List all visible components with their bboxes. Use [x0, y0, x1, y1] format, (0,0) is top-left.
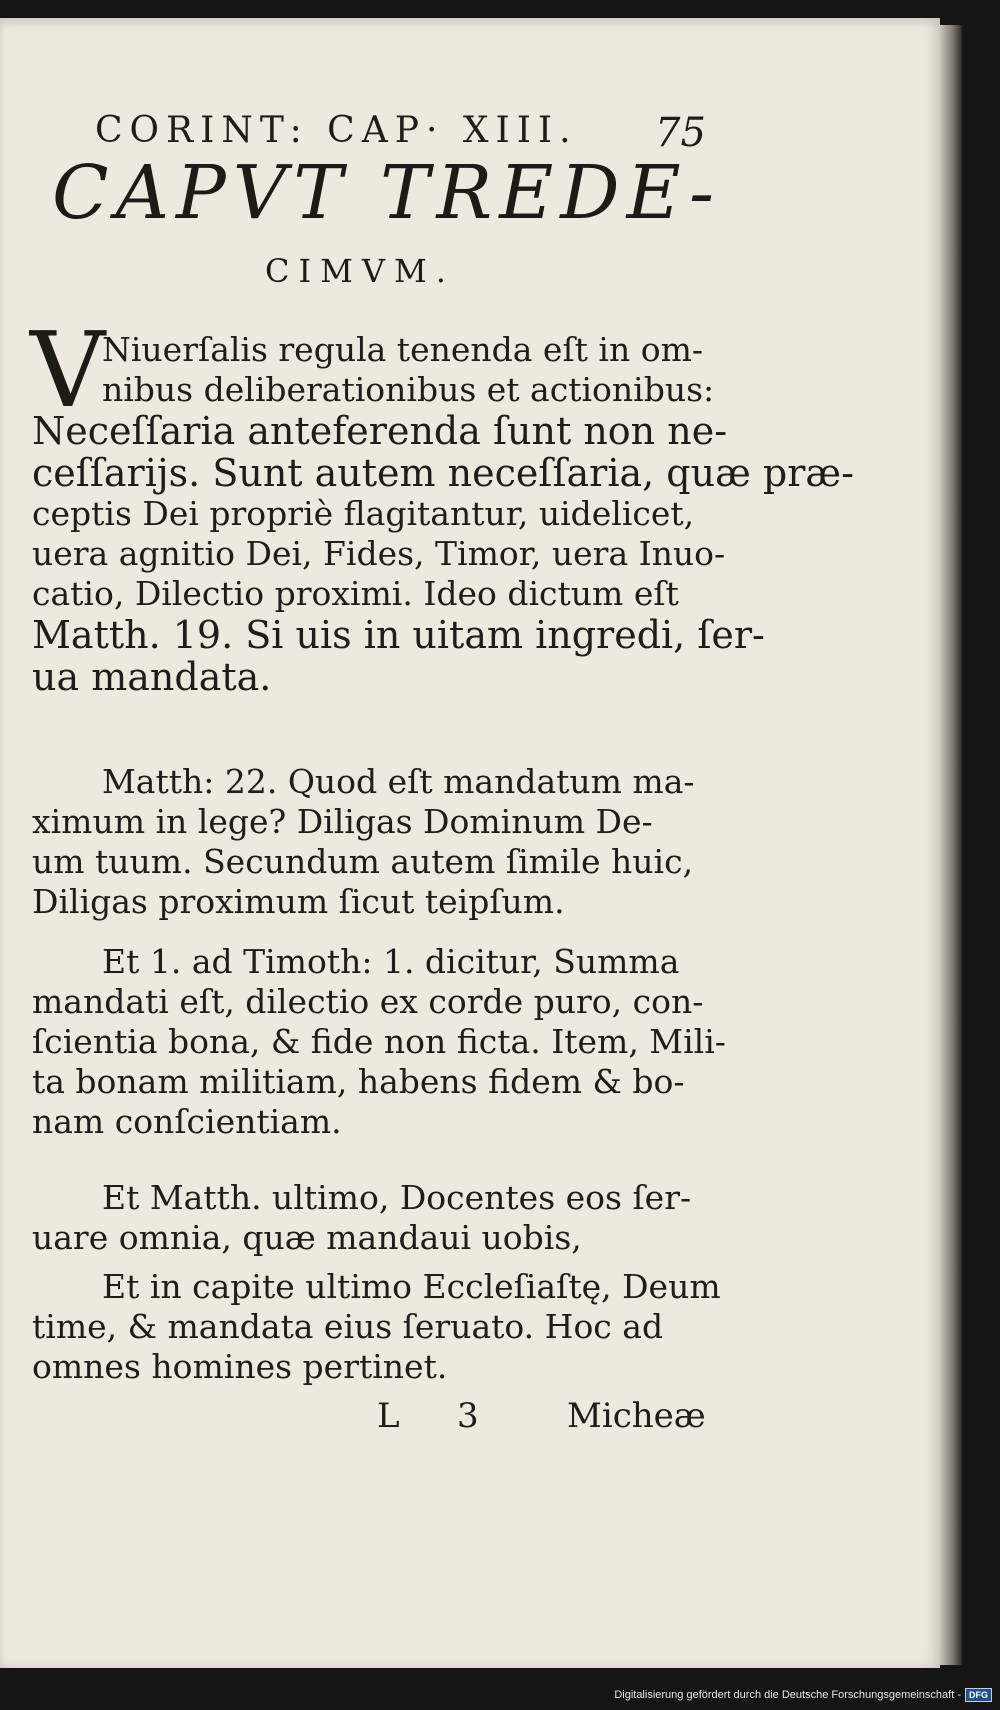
paragraph-1: [32, 330, 854, 699]
credit-text: Digitalisierung gefördert durch die Deutsche Forschungsgemeinschaft -: [614, 1689, 961, 1701]
text-line: Et 1. ad Timoth: 1. dicitur, Summa: [102, 942, 680, 981]
chapter-title: CAPVT TREDE-: [52, 150, 721, 236]
text-line: ximum in lege? Diligas Dominum De-: [32, 802, 653, 841]
text-line: ua mandata.: [32, 655, 272, 699]
text-line: Et in capite ultimo Eccleſiaſtę, Deum: [102, 1267, 721, 1306]
text-line: Neceſſaria anteferenda ſunt non ne-: [32, 409, 728, 453]
text-line: Niuerſalis regula tenenda eſt in om-: [102, 330, 704, 369]
signature-letter: L: [377, 1396, 400, 1436]
text-line: ceſſarijs. Sunt autem neceſſaria, quæ præ-: [32, 451, 854, 495]
signature-number: 3: [457, 1396, 479, 1436]
running-head: CORINT: CAP· XIII.: [95, 110, 578, 151]
text-line: nam conſcientiam.: [32, 1102, 342, 1141]
text-line: uare omnia, quæ mandaui uobis,: [32, 1218, 582, 1257]
text-line: time, & mandata eius ſeruato. Hoc ad: [32, 1307, 664, 1346]
text-line: Matth. 19. Si uis in uitam ingredi, ſer-: [32, 613, 765, 657]
text-line: ta bonam militiam, habens fidem & bo-: [32, 1062, 685, 1101]
page-number: 75: [655, 110, 706, 156]
page-edge: [940, 25, 962, 1665]
text-line: uera agnitio Dei, Fides, Timor, uera Inuo-: [32, 534, 726, 573]
text-line: ſcientia bona, & fide non ficta. Item, Mili-: [32, 1022, 726, 1061]
text-line: Et Matth. ultimo, Docentes eos ſer-: [102, 1178, 692, 1217]
text-line: mandati eſt, dilectio ex corde puro, con-: [32, 982, 704, 1021]
catchword: Micheæ: [567, 1396, 706, 1436]
digitization-credit: [614, 1688, 992, 1702]
chapter-title-continued: CIMVM.: [265, 252, 455, 290]
text-line: Matth: 22. Quod eſt mandatum ma-: [102, 762, 695, 801]
paragraph-4: [32, 1178, 702, 1258]
text-line: ceptis Dei propriè flagitantur, uidelicet,: [32, 494, 695, 533]
paragraph-3: [32, 942, 726, 1142]
paragraph-5: [32, 1267, 721, 1387]
drop-cap: V: [30, 309, 106, 431]
text-line: Diligas proximum ſicut teipſum.: [32, 882, 565, 921]
dfg-logo: DFG: [965, 1688, 992, 1702]
text-line: nibus deliberationibus et actionibus:: [102, 370, 715, 409]
paragraph-2: [32, 762, 702, 922]
text-line: omnes homines pertinet.: [32, 1347, 448, 1386]
text-line: catio, Dilectio proximi. Ideo dictum eſt: [32, 574, 679, 613]
text-line: um tuum. Secundum autem ſimile huic,: [32, 842, 694, 881]
